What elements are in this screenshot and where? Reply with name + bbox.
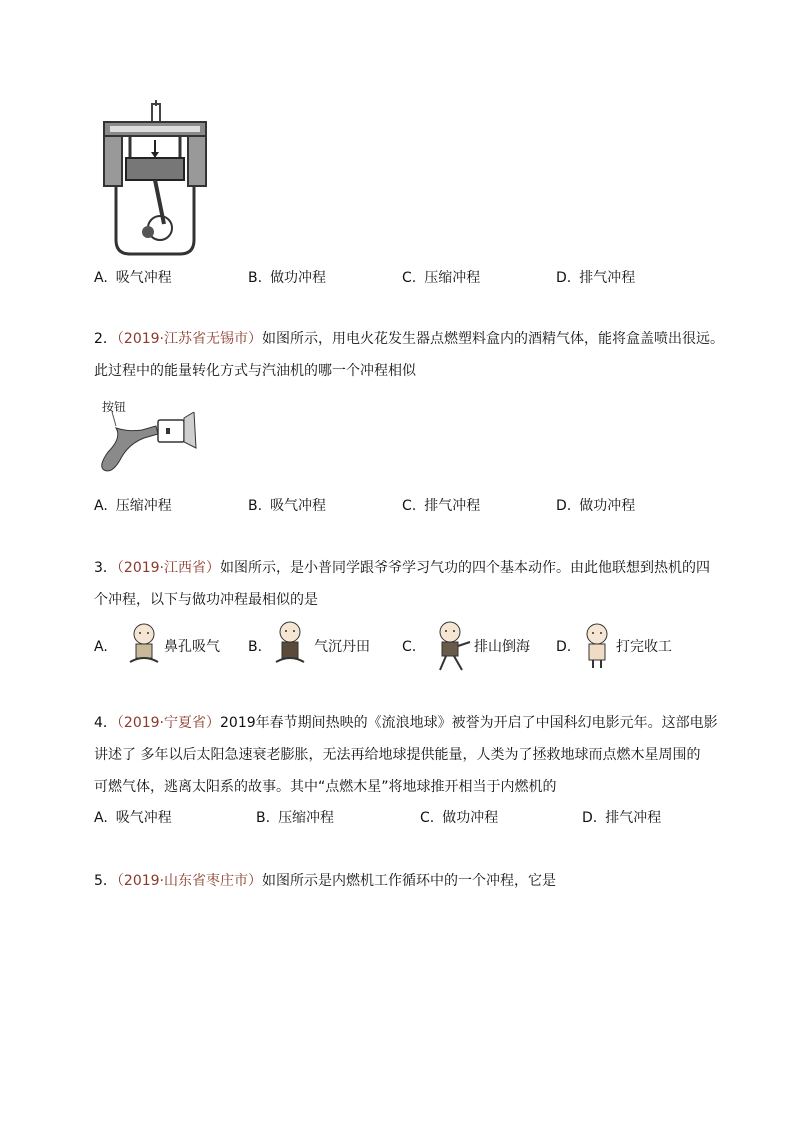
q2-stem-line1: 2．（2019·江苏省无锡市）如图所示，用电火花发生器点燃塑料盒内的酒精气体，能将盒盖喷出很远。 bbox=[94, 331, 725, 347]
q2-option-b[interactable]: B. 吸气冲程 bbox=[248, 498, 327, 514]
cartoon-figure-d bbox=[580, 622, 614, 668]
spark-generator-figure bbox=[98, 412, 198, 476]
q1-option-d[interactable]: D. 排气冲程 bbox=[556, 270, 636, 286]
q4-option-d[interactable]: D. 排气冲程 bbox=[582, 810, 662, 826]
q3-option-b-letter[interactable]: B. bbox=[248, 639, 263, 655]
q5-source: （2019·山东省枣庄市） bbox=[116, 873, 263, 889]
q1-option-a[interactable]: A. 吸气冲程 bbox=[94, 270, 172, 286]
q4-source: （2019·宁夏省） bbox=[116, 715, 221, 731]
q3-option-c-text[interactable]: 排山倒海 bbox=[474, 639, 530, 655]
q2-option-a[interactable]: A. 压缩冲程 bbox=[94, 498, 172, 514]
q3-option-a-letter[interactable]: A. bbox=[94, 639, 108, 655]
cartoon-figure-a bbox=[126, 622, 162, 666]
q4-stem-line2: 讲述了 多年以后太阳急速衰老膨胀，无法再给地球提供能量，人类为了拯救地球而点燃木星周围的 bbox=[94, 747, 701, 763]
q5-stem-line1: 5．（2019·山东省枣庄市）如图所示是内燃机工作循环中的一个冲程，它是 bbox=[94, 873, 557, 889]
q2-source: （2019·江苏省无锡市） bbox=[116, 331, 263, 347]
q4-option-b[interactable]: B. 压缩冲程 bbox=[256, 810, 335, 826]
q3-option-a-text[interactable]: 鼻孔吸气 bbox=[164, 639, 220, 655]
q3-option-c-letter[interactable]: C. bbox=[402, 639, 417, 655]
q2-stem-line2: 此过程中的能量转化方式与汽油机的哪一个冲程相似 bbox=[94, 363, 416, 379]
engine-cylinder-figure bbox=[100, 100, 210, 258]
q1-option-c[interactable]: C. 压缩冲程 bbox=[402, 270, 481, 286]
q2-figure-label: 按钮 bbox=[102, 400, 127, 414]
q2-option-c[interactable]: C. 排气冲程 bbox=[402, 498, 481, 514]
q4-stem-line1: 4．（2019·宁夏省）2019年春节期间热映的《流浪地球》被誉为开启了中国科幻电影元年。这部电影 bbox=[94, 715, 718, 731]
q4-option-c[interactable]: C. 做功冲程 bbox=[420, 810, 499, 826]
cartoon-figure-c bbox=[432, 620, 472, 672]
q3-source: （2019·江西省） bbox=[116, 560, 221, 576]
q4-option-a[interactable]: A. 吸气冲程 bbox=[94, 810, 172, 826]
q4-stem-line3: 可燃气体，逃离太阳系的故事。其中“点燃木星”将地球推开相当于内燃机的 bbox=[94, 779, 557, 795]
cartoon-figure-b bbox=[272, 620, 308, 666]
q2-option-d[interactable]: D. 做功冲程 bbox=[556, 498, 636, 514]
q3-option-d-text[interactable]: 打完收工 bbox=[616, 639, 672, 655]
q1-option-b[interactable]: B. 做功冲程 bbox=[248, 270, 327, 286]
q3-option-d-letter[interactable]: D. bbox=[556, 639, 572, 655]
q3-option-b-text[interactable]: 气沉丹田 bbox=[314, 639, 370, 655]
q3-stem-line1: 3．（2019·江西省）如图所示，是小普同学跟爷爷学习气功的四个基本动作。由此他联想到热机的四 bbox=[94, 560, 711, 576]
q3-stem-line2: 个冲程，以下与做功冲程最相似的是 bbox=[94, 592, 318, 608]
